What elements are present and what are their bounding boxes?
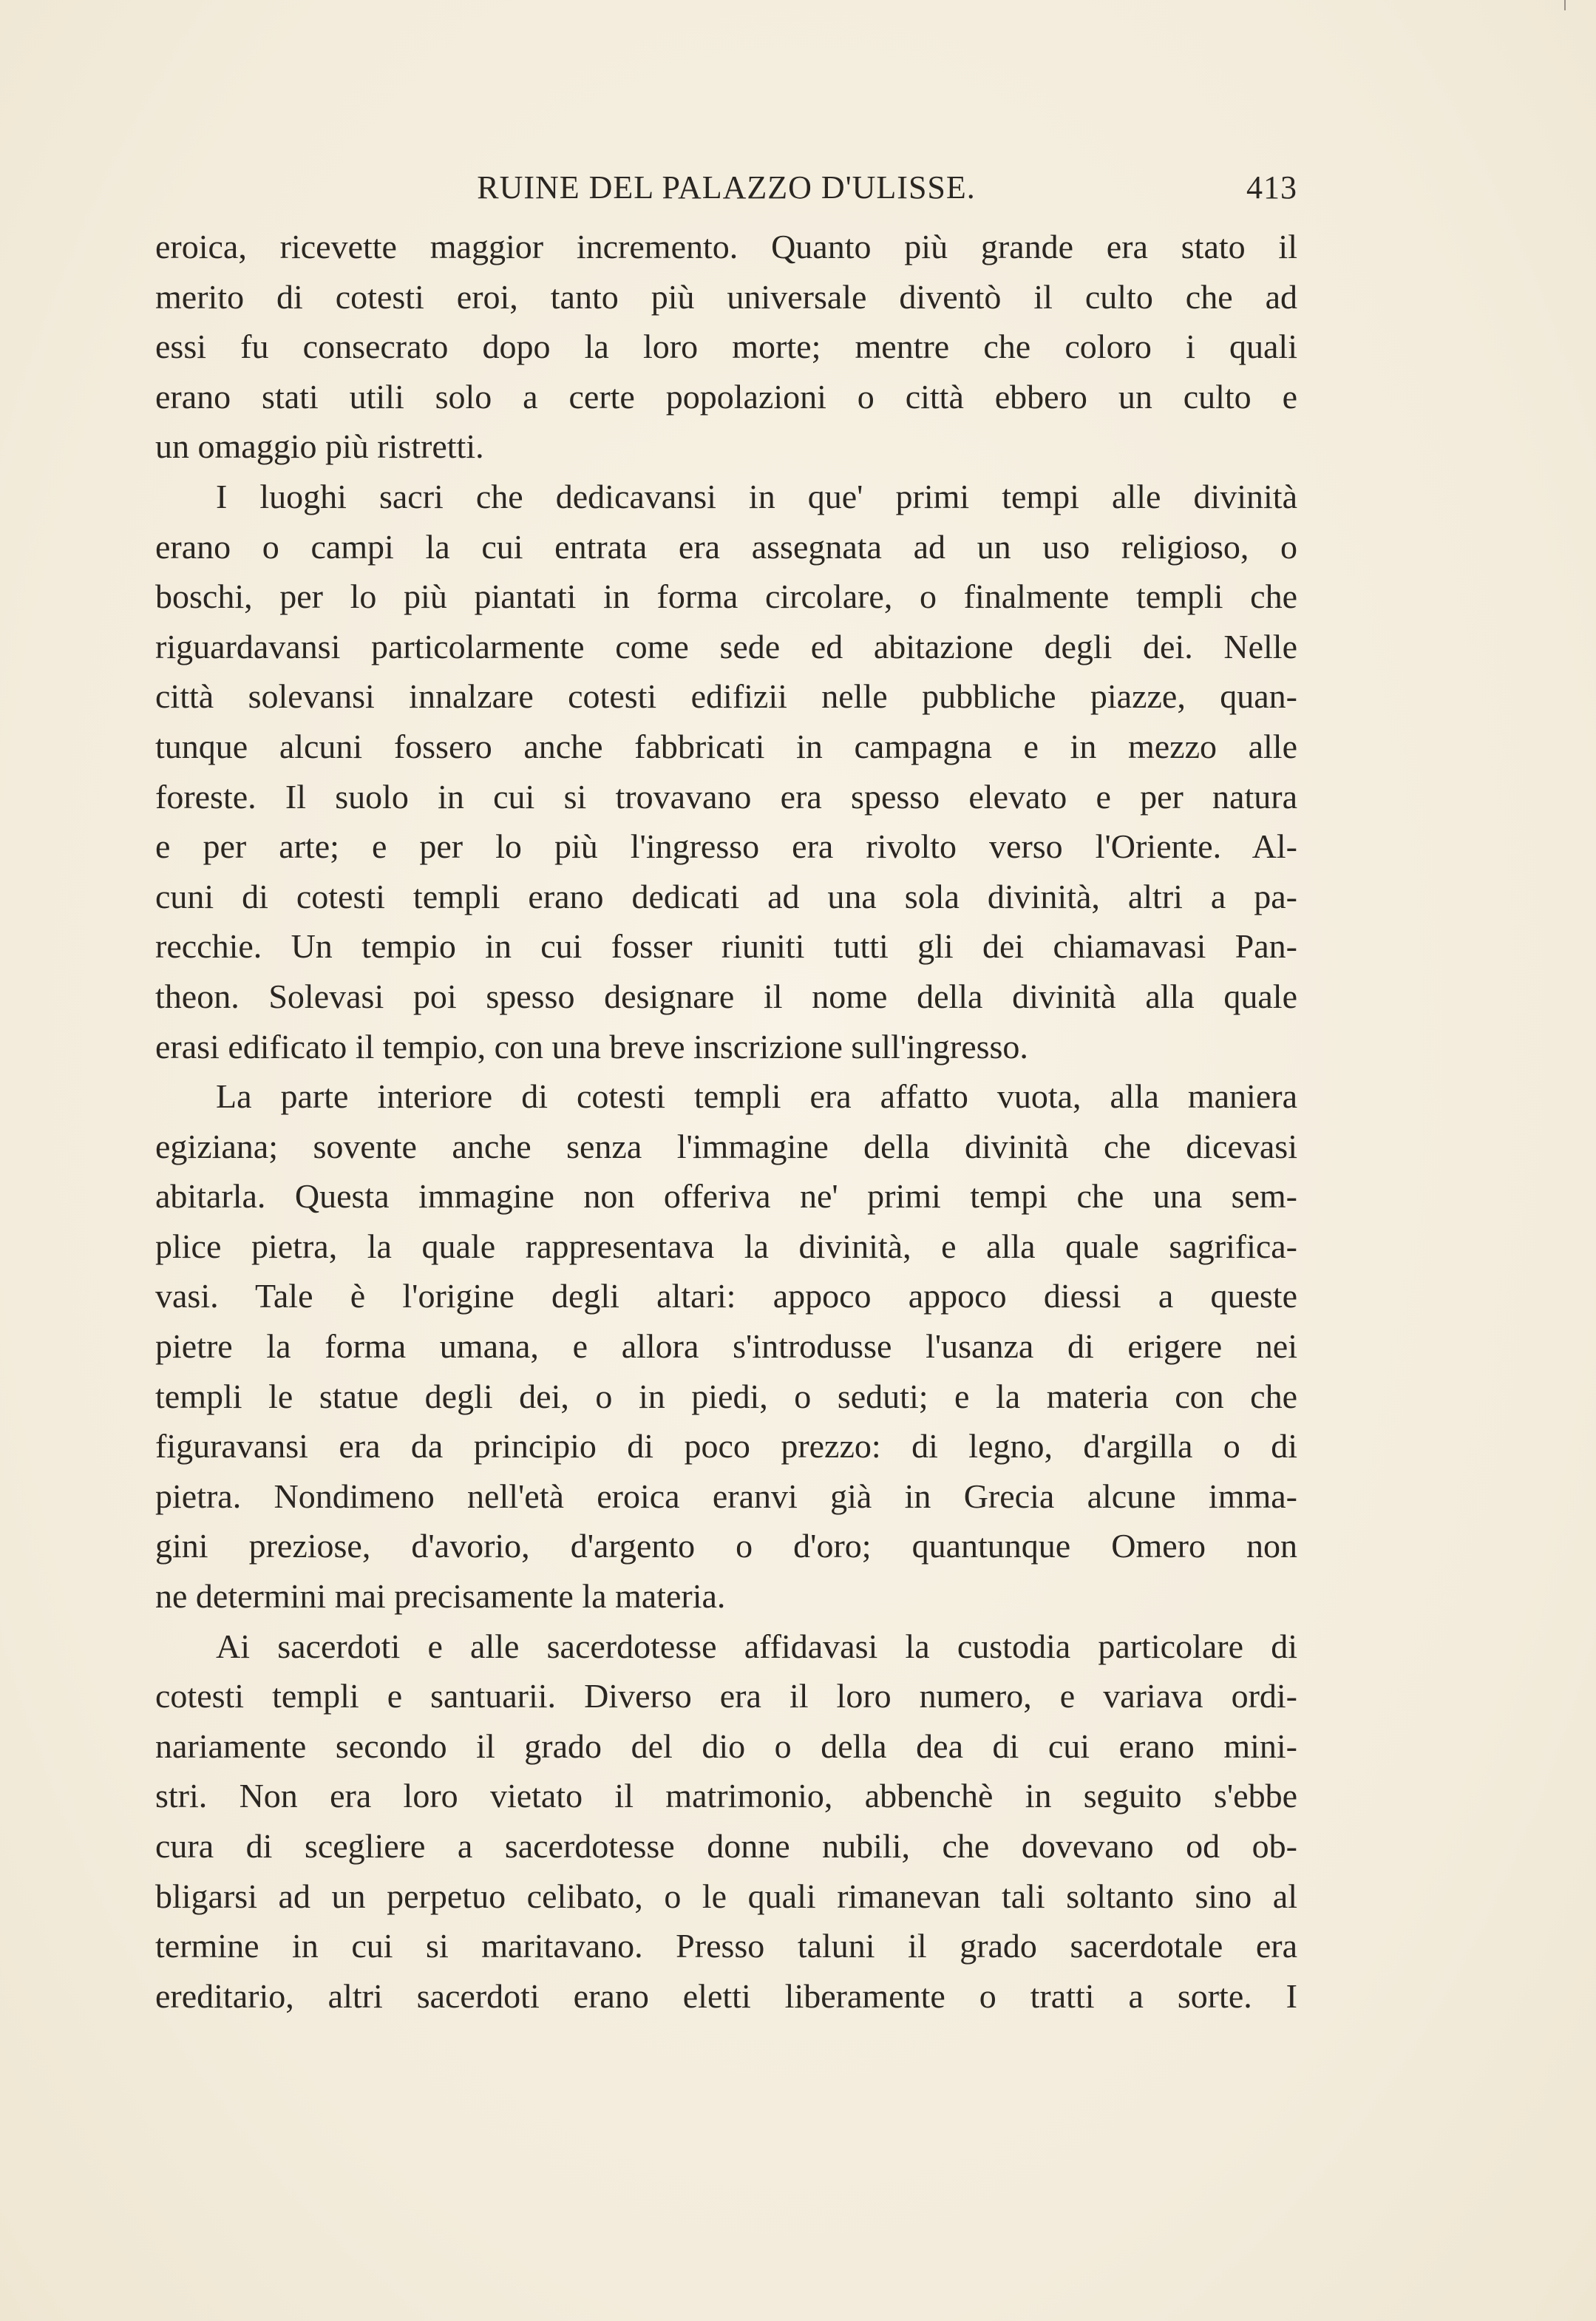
text-line: erasi edificato il tempio, con una breve inscrizione sull'ingresso. — [155, 1027, 1028, 1065]
text-line: figuravansi era da principio di poco prezzo: di legno, d'argilla o di — [155, 1427, 1297, 1466]
running-title: RUINE DEL PALAZZO D'ULISSE. — [477, 169, 976, 206]
text-line: pietre la forma umana, e allora s'introdusse l'usanza di erigere nei — [155, 1327, 1297, 1366]
text-line: pietra. Nondimeno nell'età eroica eranvi già in Grecia alcune imma- — [155, 1477, 1297, 1515]
text-line: e per arte; e per lo più l'ingresso era rivolto verso l'Oriente. Al- — [155, 827, 1297, 866]
text-line: cotesti templi e santuarii. Diverso era il loro numero, e variava ordi- — [155, 1677, 1297, 1715]
text-line: templi le statue degli dei, o in piedi, o seduti; e la materia con che — [155, 1377, 1297, 1415]
text-line: vasi. Tale è l'origine degli altari: appoco appoco diessi a queste — [155, 1277, 1297, 1315]
text-line: un omaggio più ristretti. — [155, 427, 484, 466]
body-text — [155, 222, 1297, 2021]
text-line: erano stati utili solo a certe popolazioni o città ebbero un culto e — [155, 377, 1297, 416]
text-line: termine in cui si maritavano. Presso taluni il grado sacerdotale era — [155, 1927, 1297, 1965]
text-line: nariamente secondo il grado del dio o della dea di cui erano mini- — [155, 1727, 1297, 1765]
page-number: 413 — [1246, 169, 1297, 206]
text-line: stri. Non era loro vietato il matrimonio, abbenchè in seguito s'ebbe — [155, 1777, 1297, 1815]
text-line: bligarsi ad un perpetuo celibato, o le quali rimanevan tali soltanto sino al — [155, 1877, 1297, 1915]
text-line: boschi, per lo più piantati in forma circolare, o finalmente templi che — [155, 577, 1297, 616]
text-line: abitarla. Questa immagine non offeriva ne' primi tempi che una sem- — [155, 1177, 1297, 1216]
text-line: plice pietra, la quale rappresentava la divinità, e alla quale sagrifica- — [155, 1227, 1297, 1265]
paragraph-start-line: La parte interiore di cotesti templi era affatto vuota, alla maniera — [216, 1077, 1297, 1116]
text-line: recchie. Un tempio in cui fosser riuniti tutti gli dei chiamavasi Pan- — [155, 927, 1297, 966]
text-line: foreste. Il suolo in cui si trovavano era spesso elevato e per natura — [155, 777, 1297, 816]
text-line: città solevansi innalzare cotesti edifizii nelle pubbliche piazze, quan- — [155, 677, 1297, 716]
text-line: tunque alcuni fossero anche fabbricati in campagna e in mezzo alle — [155, 727, 1297, 765]
text-line: egiziana; sovente anche senza l'immagine della divinità che dicevasi — [155, 1127, 1297, 1165]
text-line: merito di cotesti eroi, tanto più universale diventò il culto che ad — [155, 277, 1297, 316]
text-line: ereditario, altri sacerdoti erano eletti liberamente o tratti a sorte. I — [155, 1976, 1297, 2015]
corner-mark — [1564, 0, 1566, 10]
text-line: theon. Solevasi poi spesso designare il nome della divinità alla quale — [155, 977, 1297, 1015]
text-line: cuni di cotesti templi erano dedicati ad una sola divinità, altri a pa- — [155, 877, 1297, 915]
text-line: ne determini mai precisamente la materia. — [155, 1577, 726, 1616]
text-line: eroica, ricevette maggior incremento. Quanto più grande era stato il — [155, 228, 1297, 265]
text-line: essi fu consecrato dopo la loro morte; mentre che coloro i quali — [155, 328, 1297, 366]
text-line: erano o campi la cui entrata era assegnata ad un uso religioso, o — [155, 527, 1297, 566]
text-line: cura di scegliere a sacerdotesse donne nubili, che dovevano od ob- — [155, 1827, 1297, 1865]
text-line: riguardavansi particolarmente come sede ed abitazione degli dei. Nelle — [155, 627, 1297, 665]
text-line: gini preziose, d'avorio, d'argento o d'oro; quantunque Omero non — [155, 1527, 1297, 1565]
paragraph-start-line: Ai sacerdoti e alle sacerdotesse affidavasi la custodia particolare di — [216, 1627, 1297, 1665]
page-header — [155, 169, 1297, 220]
paragraph-start-line: I luoghi sacri che dedicavansi in que' primi tempi alle divinità — [216, 477, 1297, 515]
